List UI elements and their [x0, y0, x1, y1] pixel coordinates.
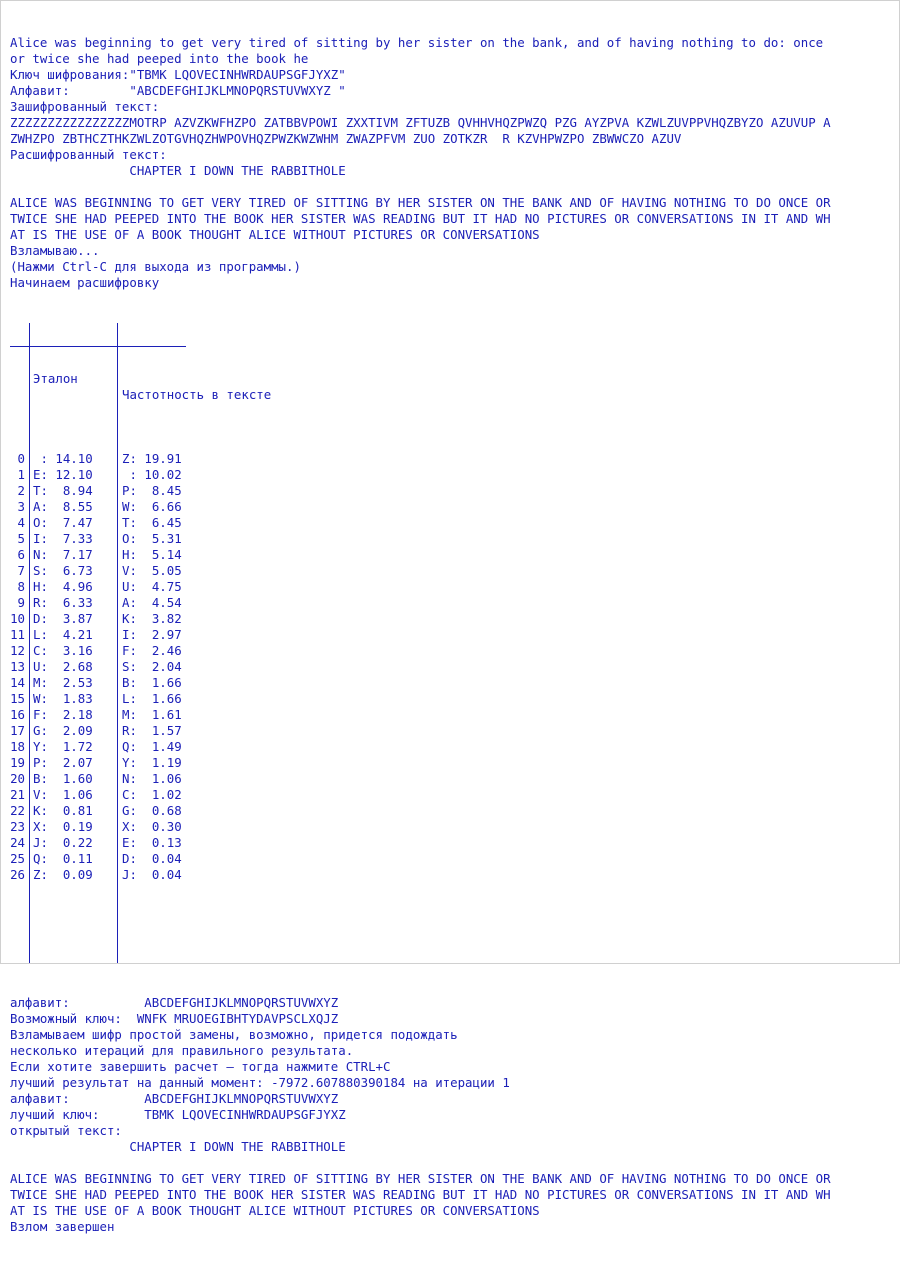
row-standard-frequency: L: 4.21 — [33, 627, 93, 642]
frequency-row — [10, 835, 190, 851]
console-line: Зашифрованный текст: — [10, 99, 160, 114]
console-line: Начинаем расшифровку — [10, 275, 160, 290]
frequency-row — [10, 563, 190, 579]
row-index: 5 — [17, 531, 25, 546]
frequency-row — [10, 579, 190, 595]
console-line: Алфавит: "ABCDEFGHIJKLMNOPQRSTUVWXYZ " — [10, 83, 346, 98]
console-line: TWICE SHE HAD PEEPED INTO THE BOOK HER SISTER WAS READING BUT IT HAD NO PICTURES OR CONVERSATIONS IN IT AND WH — [10, 211, 831, 226]
console-line: CHAPTER I DOWN THE RABBITHOLE — [10, 1139, 346, 1154]
row-index: 22 — [10, 803, 25, 818]
header-text-frequency: Частотность в тексте — [122, 387, 272, 402]
console-line: TWICE SHE HAD PEEPED INTO THE BOOK HER SISTER WAS READING BUT IT HAD NO PICTURES OR CONVERSATIONS IN IT AND WH — [10, 1187, 831, 1202]
row-index: 13 — [10, 659, 25, 674]
row-text-frequency: Q: 1.49 — [122, 739, 182, 754]
frequency-row — [10, 691, 190, 707]
console-line: несколько итераций для правильного результата. — [10, 1043, 354, 1058]
row-text-frequency: B: 1.66 — [122, 675, 182, 690]
row-text-frequency: O: 5.31 — [122, 531, 182, 546]
frequency-row — [10, 595, 190, 611]
console-line: ALICE WAS BEGINNING TO GET VERY TIRED OF SITTING BY HER SISTER ON THE BANK AND OF HAVING NOTHING TO DO ONCE OR — [10, 1171, 831, 1186]
row-index: 7 — [17, 563, 25, 578]
row-text-frequency: L: 1.66 — [122, 691, 182, 706]
output-lines-bottom — [10, 995, 831, 1235]
row-index: 8 — [17, 579, 25, 594]
row-text-frequency: T: 6.45 — [122, 515, 182, 530]
frequency-row — [10, 643, 190, 659]
console-line: алфавит: ABCDEFGHIJKLMNOPQRSTUVWXYZ — [10, 1091, 339, 1106]
row-standard-frequency: C: 3.16 — [33, 643, 93, 658]
row-text-frequency: P: 8.45 — [122, 483, 182, 498]
frequency-row — [10, 803, 190, 819]
row-text-frequency: J: 0.04 — [122, 867, 182, 882]
row-text-frequency: Y: 1.19 — [122, 755, 182, 770]
frequency-table — [10, 323, 272, 963]
frequency-row — [10, 787, 190, 803]
row-standard-frequency: F: 2.18 — [33, 707, 93, 722]
row-standard-frequency: N: 7.17 — [33, 547, 93, 562]
row-standard-frequency: V: 1.06 — [33, 787, 93, 802]
row-standard-frequency: T: 8.94 — [33, 483, 93, 498]
row-index: 19 — [10, 755, 25, 770]
console-line: лучший результат на данный момент: -7972.607880390184 на итерации 1 — [10, 1075, 510, 1090]
row-standard-frequency: X: 0.19 — [33, 819, 93, 834]
frequency-row — [10, 547, 190, 563]
console-line: Alice was beginning to get very tired of sitting by her sister on the bank, and of having nothing to do: once — [10, 35, 824, 50]
row-standard-frequency: U: 2.68 — [33, 659, 93, 674]
row-text-frequency: F: 2.46 — [122, 643, 182, 658]
console-line — [10, 1155, 831, 1171]
row-index: 14 — [10, 675, 25, 690]
row-standard-frequency: R: 6.33 — [33, 595, 93, 610]
console-line: Расшифрованный текст: — [10, 147, 167, 162]
row-index: 23 — [10, 819, 25, 834]
frequency-row — [10, 851, 190, 867]
table-divider-header — [10, 346, 186, 347]
row-text-frequency: R: 1.57 — [122, 723, 182, 738]
console-line: ZZZZZZZZZZZZZZZZMOTRP AZVZKWFHZPO ZATBBVPOWI ZXXTIVM ZFTUZB QVHHVHQZPWZQ PZG AYZPVA KZWLZUVPPVHQZBYZO AZUVUP A — [10, 115, 831, 130]
row-index: 24 — [10, 835, 25, 850]
frequency-row — [10, 707, 190, 723]
row-index: 20 — [10, 771, 25, 786]
row-text-frequency: K: 3.82 — [122, 611, 182, 626]
row-index: 18 — [10, 739, 25, 754]
row-text-frequency: : 10.02 — [122, 467, 182, 482]
console-line: Взламываю... — [10, 243, 100, 258]
row-index: 26 — [10, 867, 25, 882]
row-standard-frequency: S: 6.73 — [33, 563, 93, 578]
frequency-row — [10, 755, 190, 771]
row-standard-frequency: G: 2.09 — [33, 723, 93, 738]
frequency-row — [10, 483, 190, 499]
frequency-row — [10, 771, 190, 787]
frequency-table-spacer — [10, 403, 190, 419]
console-line: Взлом завершен — [10, 1219, 115, 1234]
row-text-frequency: H: 5.14 — [122, 547, 182, 562]
row-text-frequency: M: 1.61 — [122, 707, 182, 722]
console-line: AT IS THE USE OF A BOOK THOUGHT ALICE WITHOUT PICTURES OR CONVERSATIONS — [10, 227, 540, 242]
row-standard-frequency: O: 7.47 — [33, 515, 93, 530]
frequency-row — [10, 515, 190, 531]
console-text — [10, 3, 831, 1267]
table-divider-left — [29, 323, 30, 963]
console-line: Ключ шифрования:"TBMK LQOVECINHWRDAUPSGFJYXZ" — [10, 67, 346, 82]
row-text-frequency: D: 0.04 — [122, 851, 182, 866]
frequency-row — [10, 627, 190, 643]
row-standard-frequency: E: 12.10 — [33, 467, 93, 482]
row-index: 2 — [17, 483, 25, 498]
row-text-frequency: A: 4.54 — [122, 595, 182, 610]
console-line: ALICE WAS BEGINNING TO GET VERY TIRED OF SITTING BY HER SISTER ON THE BANK AND OF HAVING NOTHING TO DO ONCE OR — [10, 195, 831, 210]
console-line: Если хотите завершить расчет — тогда нажмите CTRL+C — [10, 1059, 391, 1074]
header-standard: Эталон — [33, 371, 78, 386]
console-line: лучший ключ: TBMK LQOVECINHWRDAUPSGFJYXZ — [10, 1107, 346, 1122]
row-standard-frequency: Z: 0.09 — [33, 867, 93, 882]
row-index: 16 — [10, 707, 25, 722]
row-standard-frequency: H: 4.96 — [33, 579, 93, 594]
row-standard-frequency: P: 2.07 — [33, 755, 93, 770]
row-text-frequency: W: 6.66 — [122, 499, 182, 514]
row-index: 12 — [10, 643, 25, 658]
row-text-frequency: Z: 19.91 — [122, 451, 182, 466]
console-line — [10, 179, 831, 195]
row-text-frequency: U: 4.75 — [122, 579, 182, 594]
output-lines-top — [10, 35, 831, 291]
console-line: ZWHZPO ZBTHCZTHKZWLZOTGVHQZHWPOVHQZPWZKWZWHM ZWAZPFVM ZUO ZOTKZR R KZVHPWZPO ZBWWCZO AZUV — [10, 131, 682, 146]
console-line: Возможный ключ: WNFK MRUOEGIBHTYDAVPSCLXQJZ — [10, 1011, 339, 1026]
row-index: 11 — [10, 627, 25, 642]
console-line: Взламываем шифр простой замены, возможно, придется подождать — [10, 1027, 458, 1042]
console-line: алфавит: ABCDEFGHIJKLMNOPQRSTUVWXYZ — [10, 995, 339, 1010]
row-index: 4 — [17, 515, 25, 530]
console-line: CHAPTER I DOWN THE RABBITHOLE — [10, 163, 346, 178]
row-standard-frequency: D: 3.87 — [33, 611, 93, 626]
row-index: 25 — [10, 851, 25, 866]
console-line: or twice she had peeped into the book he — [10, 51, 309, 66]
row-text-frequency: I: 2.97 — [122, 627, 182, 642]
row-standard-frequency: B: 1.60 — [33, 771, 93, 786]
row-index: 1 — [17, 467, 25, 482]
row-text-frequency: S: 2.04 — [122, 659, 182, 674]
row-standard-frequency: Q: 0.11 — [33, 851, 93, 866]
console-line: (Нажми Ctrl-C для выхода из программы.) — [10, 259, 301, 274]
frequency-row — [10, 531, 190, 547]
frequency-row — [10, 723, 190, 739]
row-text-frequency: N: 1.06 — [122, 771, 182, 786]
row-index: 17 — [10, 723, 25, 738]
console-line: открытый текст: — [10, 1123, 122, 1138]
row-text-frequency: C: 1.02 — [122, 787, 182, 802]
row-text-frequency: V: 5.05 — [122, 563, 182, 578]
row-text-frequency: X: 0.30 — [122, 819, 182, 834]
row-standard-frequency: W: 1.83 — [33, 691, 93, 706]
frequency-table-body — [10, 451, 190, 883]
row-index: 21 — [10, 787, 25, 802]
row-index: 15 — [10, 691, 25, 706]
row-standard-frequency: : 14.10 — [33, 451, 93, 466]
row-standard-frequency: I: 7.33 — [33, 531, 93, 546]
row-standard-frequency: K: 0.81 — [33, 803, 93, 818]
row-standard-frequency: M: 2.53 — [33, 675, 93, 690]
frequency-row — [10, 739, 190, 755]
row-text-frequency: G: 0.68 — [122, 803, 182, 818]
frequency-table-header — [10, 355, 272, 402]
row-standard-frequency: Y: 1.72 — [33, 739, 93, 754]
console-line: AT IS THE USE OF A BOOK THOUGHT ALICE WITHOUT PICTURES OR CONVERSATIONS — [10, 1203, 540, 1218]
frequency-row — [10, 499, 190, 515]
row-index: 6 — [17, 547, 25, 562]
row-text-frequency: E: 0.13 — [122, 835, 182, 850]
table-divider-middle — [117, 323, 118, 963]
frequency-row — [10, 867, 190, 883]
frequency-row — [10, 467, 190, 483]
row-index: 0 — [17, 451, 25, 466]
frequency-row — [10, 611, 190, 627]
row-standard-frequency: A: 8.55 — [33, 499, 93, 514]
row-index: 10 — [10, 611, 25, 626]
frequency-row — [10, 659, 190, 675]
frequency-row — [10, 675, 190, 691]
frequency-row — [10, 451, 190, 467]
row-index: 9 — [17, 595, 25, 610]
row-standard-frequency: J: 0.22 — [33, 835, 93, 850]
row-index: 3 — [17, 499, 25, 514]
frequency-row — [10, 819, 190, 835]
